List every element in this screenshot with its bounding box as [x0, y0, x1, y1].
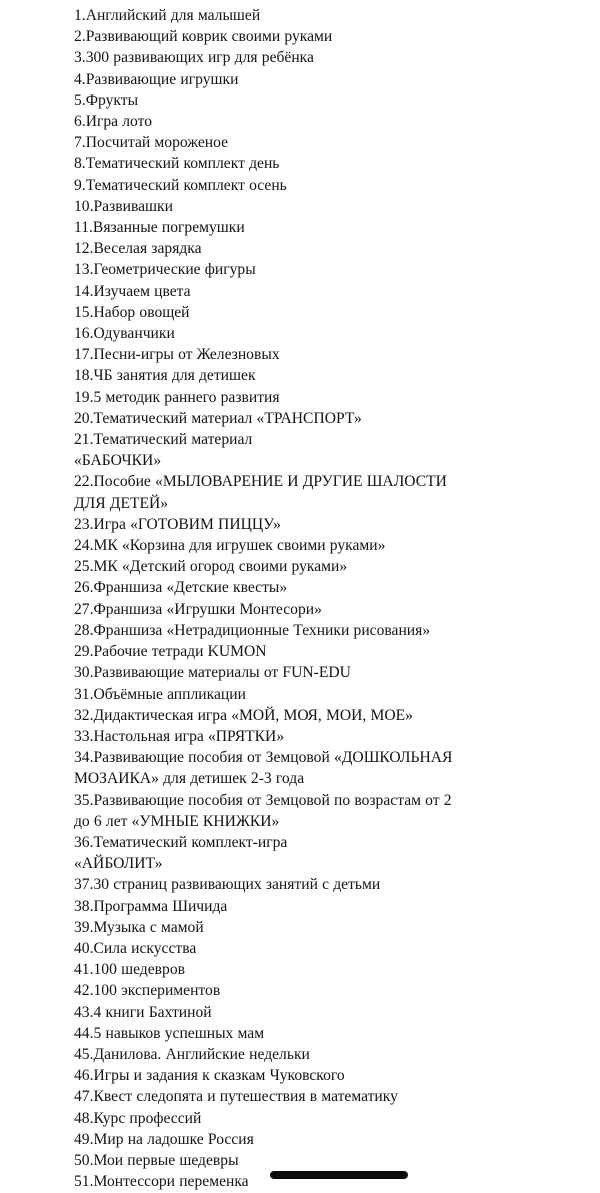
list-item	[74, 387, 544, 408]
list-item-text: 11.Вязанные погремушки	[74, 219, 245, 237]
list-item-text: 44.5 навыков успешных мам	[74, 1024, 265, 1042]
list-item-text: «АЙБОЛИТ»	[74, 855, 163, 873]
list-item	[74, 684, 544, 705]
list-item-text: 12.Веселая зарядка	[74, 240, 202, 258]
list-item-text: 3.300 развивающих игр для ребёнка	[74, 49, 314, 67]
list-item-text: 29.Рабочие тетради KUMON	[74, 643, 267, 661]
list-item-text: 7.Посчитай мороженое	[74, 134, 229, 152]
list-item-text: 33.Настольная игра «ПРЯТКИ»	[74, 727, 285, 745]
list-item-text: ДЛЯ ДЕТЕЙ»	[74, 494, 169, 512]
list-item-text: 50.Мои первые шедевры	[74, 1151, 239, 1169]
list-item	[74, 259, 544, 280]
list-item	[74, 1129, 544, 1150]
list-item	[74, 47, 544, 68]
list-item-text: 51.Монтессори переменка	[74, 1173, 249, 1191]
list-item-text: 21.Тематический материал	[74, 431, 253, 449]
list-item-text: 49.Мир на ладошке Россия	[74, 1130, 254, 1148]
list-item	[74, 281, 544, 302]
list-item-text: 48.Курс профессий	[74, 1109, 202, 1127]
list-item-text: 17.Песни-игры от Железновых	[74, 346, 280, 364]
list-item	[74, 132, 544, 153]
materials-list	[74, 5, 544, 1192]
list-item-text: 36.Тематический комплект-игра	[74, 833, 288, 851]
list-item	[74, 1023, 544, 1044]
list-item-text: 14.Изучаем цвета	[74, 282, 191, 300]
list-item-text: 20.Тематический материал «ТРАНСПОРТ»	[74, 409, 362, 427]
list-item-text: 31.Объёмные аппликации	[74, 685, 246, 703]
list-item	[74, 662, 544, 683]
list-item	[74, 344, 544, 365]
list-item-text: 13.Геометрические фигуры	[74, 261, 256, 279]
list-item	[74, 790, 544, 832]
list-item-text: 43.4 книги Бахтиной	[74, 1003, 212, 1021]
list-item-text: 30.Развивающие материалы от FUN-EDU	[74, 664, 351, 682]
list-item	[74, 938, 544, 959]
list-item	[74, 26, 544, 47]
list-item-text: 19.5 методик раннего развития	[74, 388, 280, 406]
list-item-text: 6.Игра лото	[74, 113, 153, 131]
list-item	[74, 471, 544, 513]
list-item	[74, 429, 544, 471]
list-item	[74, 556, 544, 577]
list-item	[74, 69, 544, 90]
list-item-text: 8.Тематический комплект день	[74, 155, 280, 173]
list-item	[74, 365, 544, 386]
list-item	[74, 599, 544, 620]
list-item-text: 22.Пособие «МЫЛОВАРЕНИЕ И ДРУГИЕ ШАЛОСТИ	[74, 473, 447, 491]
list-item-text: 39.Музыка с мамой	[74, 918, 204, 936]
list-item-text: 26.Франшиза «Детские квесты»	[74, 579, 288, 597]
list-item-text: 2.Развивающий коврик своими руками	[74, 28, 333, 46]
list-item-text: 42.100 экспериментов	[74, 982, 221, 1000]
list-item	[74, 896, 544, 917]
list-item-text: 10.Развивашки	[74, 197, 173, 215]
list-item	[74, 705, 544, 726]
list-item-text: 5.Фрукты	[74, 91, 139, 109]
list-item	[74, 959, 544, 980]
list-item-text: 1.Английский для малышей	[74, 7, 261, 24]
list-item	[74, 1044, 544, 1065]
list-item-text: 9.Тематический комплект осень	[74, 176, 287, 194]
list-item-text: 45.Данилова. Английские недельки	[74, 1045, 310, 1063]
list-item	[74, 874, 544, 895]
list-item	[74, 323, 544, 344]
list-item-text: 27.Франшиза «Игрушки Монтесори»	[74, 600, 322, 618]
list-item-text: 47.Квест следопята и путешествия в математику	[74, 1088, 398, 1106]
list-item-text: «БАБОЧКИ»	[74, 452, 162, 470]
list-item-text: МОЗАИКА» для детишек 2-3 года	[74, 770, 305, 788]
list-item-text: 41.100 шедевров	[74, 961, 185, 979]
list-item	[74, 832, 544, 874]
list-item	[74, 980, 544, 1001]
list-item-text: 46.Игры и задания к сказкам Чуковского	[74, 1067, 345, 1085]
list-item-text: 23.Игра «ГОТОВИМ ПИЦЦУ»	[74, 515, 281, 533]
list-item	[74, 153, 544, 174]
list-item	[74, 917, 544, 938]
list-item-text: 16.Одуванчики	[74, 325, 175, 343]
list-item-text: 32.Дидактическая игра «МОЙ, МОЯ, МОИ, МОЕ»	[74, 706, 413, 724]
list-item	[74, 641, 544, 662]
list-item-text: 40.Сила искусства	[74, 939, 197, 957]
home-indicator-bar[interactable]	[270, 1171, 408, 1179]
list-item-text: 34.Развивающие пособия от Земцовой «ДОШКОЛЬНАЯ	[74, 749, 453, 767]
list-item-text: 25.МК «Детский огород своими руками»	[74, 558, 348, 576]
list-item	[74, 1150, 544, 1171]
list-item	[74, 5, 544, 26]
list-item	[74, 620, 544, 641]
list-item	[74, 408, 544, 429]
list-item	[74, 1086, 544, 1107]
list-item	[74, 747, 544, 789]
list-item	[74, 1065, 544, 1086]
list-item-text: 24.МК «Корзина для игрушек своими руками»	[74, 537, 386, 555]
list-item-text: 28.Франшиза «Нетрадиционные Техники рисования»	[74, 621, 431, 639]
list-item	[74, 175, 544, 196]
list-item-text: 38.Программа Шичида	[74, 897, 228, 915]
list-item	[74, 726, 544, 747]
list-item	[74, 196, 544, 217]
list-item-text: до 6 лет «УМНЫЕ КНИЖКИ»	[74, 812, 280, 830]
list-item	[74, 1108, 544, 1129]
list-item	[74, 514, 544, 535]
list-item	[74, 302, 544, 323]
list-item	[74, 111, 544, 132]
list-item	[74, 238, 544, 259]
list-item-text: 37.30 страниц развивающих занятий с детьми	[74, 876, 381, 894]
list-item	[74, 535, 544, 556]
list-item	[74, 90, 544, 111]
list-item	[74, 217, 544, 238]
list-item	[74, 1002, 544, 1023]
list-item-text: 4.Развивающие игрушки	[74, 70, 239, 88]
list-item-text: 15.Набор овощей	[74, 303, 190, 321]
list-item-text: 18.ЧБ занятия для детишек	[74, 367, 256, 385]
list-item-text: 35.Развивающие пособия от Земцовой по возрастам от 2	[74, 791, 452, 809]
list-item	[74, 577, 544, 598]
